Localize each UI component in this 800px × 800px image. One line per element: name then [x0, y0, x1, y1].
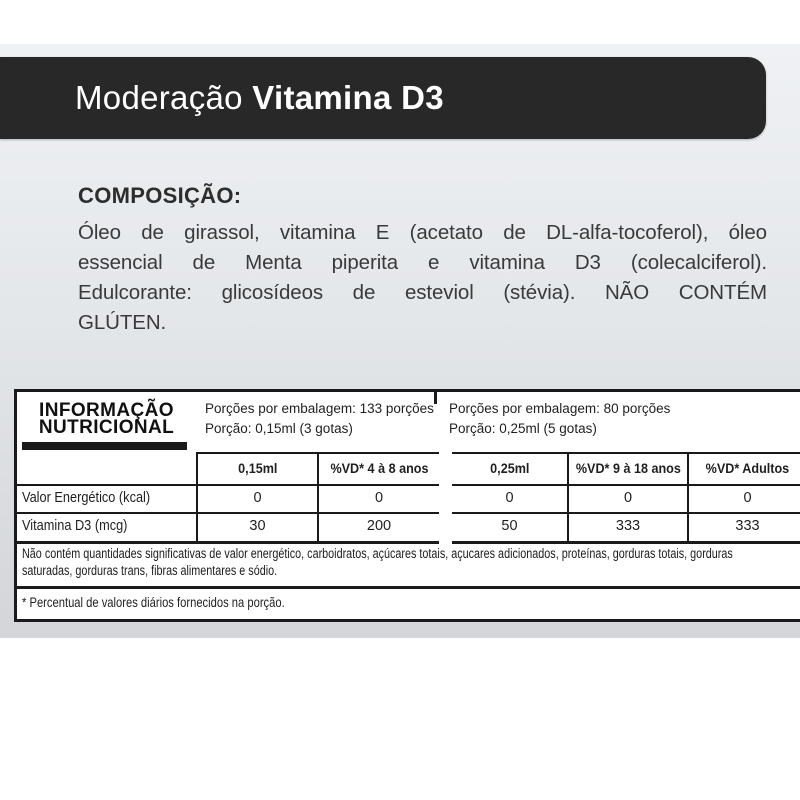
servings-per-package-left: Porções por embalagem: 133 porções	[205, 401, 434, 416]
row-label-vitamin-d3: Vitamina D3 (mcg)	[22, 518, 128, 534]
serving-size-right: Porção: 0,25ml (5 gotas)	[449, 421, 597, 436]
nutrition-table-title-line1: INFORMAÇÃO	[39, 400, 174, 421]
title-underline-bar	[22, 442, 187, 450]
energy-value: 0	[374, 490, 384, 506]
vitamin-d3-value: 200	[366, 518, 392, 534]
thick-separator	[452, 541, 800, 544]
column-header-025ml: 0,25ml	[489, 460, 530, 476]
product-title-bar	[0, 57, 766, 139]
column-header-015ml: 0,15ml	[237, 460, 278, 476]
composition-line: essencial de Menta piperita e vitamina D3 (colecalciferol).	[78, 251, 767, 274]
energy-value: 0	[623, 490, 633, 506]
composition-heading: COMPOSIÇÃO:	[78, 183, 242, 208]
no-significant-amounts-note	[22, 545, 800, 579]
composition-section	[78, 183, 767, 338]
nutrition-table-title-line2: NUTRICIONAL	[38, 417, 175, 438]
servings-per-package-right: Porções por embalagem: 80 porções	[449, 401, 671, 416]
header-divider-stub	[434, 392, 437, 404]
vitamin-d3-value: 50	[501, 518, 518, 534]
energy-value: 0	[743, 490, 752, 506]
serving-size-left: Porção: 0,15ml (3 gotas)	[205, 421, 353, 436]
nutrition-table-title	[17, 402, 196, 436]
column-header-vd-9-18: %VD* 9 à 18 anos	[575, 460, 681, 476]
product-title	[0, 79, 444, 117]
composition-line: Óleo de girassol, vitamina E (acetato de DL-alfa-tocoferol), óleo	[78, 221, 767, 244]
composition-line: Edulcorante: glicosídeos de esteviol (stévia). NÃO CONTÉM	[78, 281, 767, 304]
energy-value: 0	[505, 490, 514, 506]
footnote-line: saturadas, gorduras trans, fibras alimentares e sódio.	[22, 563, 278, 578]
thick-separator	[17, 541, 439, 544]
vitamin-d3-value: 333	[615, 518, 641, 534]
footnote-line: Não contém quantidades significativas de valor energético, carboidratos, açúcares totais, açucares adicionados, proteínas, gorduras totais, gorduras	[22, 546, 733, 561]
daily-value-asterisk-note: * Percentual de valores diários fornecidos na porção.	[22, 594, 285, 610]
row-label-energy: Valor Energético (kcal)	[22, 490, 151, 506]
nutrition-table	[14, 389, 800, 622]
vitamin-d3-value: 30	[249, 518, 266, 534]
product-title-bold: Vitamina D3	[252, 79, 444, 116]
product-title-regular: Moderação	[75, 79, 253, 116]
serving-info-left	[205, 399, 434, 439]
serving-info-right	[449, 399, 670, 439]
vitamin-d3-value: 333	[735, 518, 760, 534]
composition-line: GLÚTEN.	[78, 311, 167, 334]
column-header-vd-adults: %VD* Adultos	[705, 460, 790, 476]
column-header-vd-4-8: %VD* 4 à 8 anos	[329, 460, 429, 476]
energy-value: 0	[253, 490, 262, 506]
